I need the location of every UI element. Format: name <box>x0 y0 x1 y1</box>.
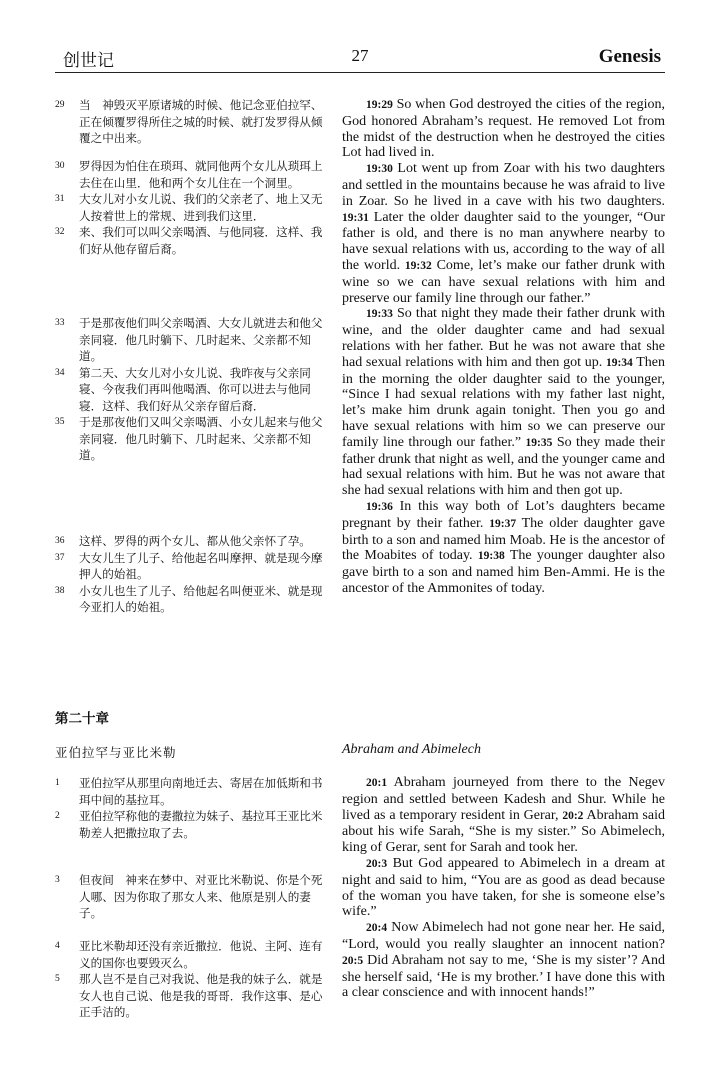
verse-ref: 20:5 <box>342 954 364 967</box>
verse-number: 33 <box>55 318 65 328</box>
header-rule <box>55 72 665 73</box>
en-paragraph <box>342 775 665 856</box>
verse-text: 于是那夜他们又叫父亲喝酒、小女儿起来与他父亲同寝．他几时躺下、几时起来、父亲都不知道。 <box>79 415 323 462</box>
verse-text: 第二天、大女儿对小女儿说、我昨夜与父亲同寝、今夜我们再叫他喝酒、你可以进去与他同寝．这样、我们好从父亲存留后裔． <box>79 365 311 413</box>
verse-ref: 20:2 <box>562 809 584 822</box>
cn-verse <box>55 808 325 841</box>
verse-ref: 20:4 <box>366 922 388 935</box>
cn-block-20-4 <box>55 938 325 1021</box>
cn-verse <box>55 365 325 415</box>
verse-text: Later the older daughter said to the younger, “Our father is old, and there is no man anywhere nearby to have sexual relations with us, according to the way of all the world. <box>342 209 665 273</box>
section-title-en: Abraham and Abimelech <box>342 742 481 757</box>
cn-block-19-30 <box>55 158 325 257</box>
verse-text: Now Abimelech had not gone near her. He said, “Lord, would you really slaughter an innocent nation? <box>342 920 665 952</box>
verse-number: 36 <box>55 536 65 546</box>
verse-text: Lot went up from Zoar with his two daughters and settled in the mountains because he was afraid to live in Zoar. So he lived in a cave with his two daughters. <box>342 161 665 209</box>
verse-number: 4 <box>55 941 60 951</box>
page-number: 27 <box>351 46 369 65</box>
verse-text: 当 神毁灭平原诸城的时候、他记念亚伯拉罕、正在倾覆罗得所住之城的时候、就打发罗得从倾覆之中出来。 <box>79 98 323 145</box>
running-header <box>55 44 665 70</box>
cn-block-20-1 <box>55 775 325 841</box>
cn-verse <box>55 533 325 550</box>
verse-ref: 19:30 <box>366 163 393 176</box>
cn-verse <box>55 191 325 224</box>
verse-text: 罗得因为怕住在琐珥、就同他两个女儿从琐珥上去住在山里．他和两个女儿住在一个洞里。 <box>79 159 323 190</box>
verse-ref: 20:3 <box>366 857 388 870</box>
verse-text: In this way both of Lot’s daughters became pregnant by their father. <box>342 498 665 531</box>
verse-number: 30 <box>55 161 65 171</box>
verse-ref: 19:34 <box>605 356 633 369</box>
verse-text: So they made their father drunk that night as well, and the younger came and had sexual relations with him. But he was not aware that she had sexual relations with him and then got up. <box>342 434 665 499</box>
verse-text: The younger daughter also gave birth to a son and named him Ben-Ammi. He is the ancestor of the Ammonites of today. <box>342 548 665 596</box>
chapter-heading: 第二十章 <box>55 711 109 727</box>
verse-text: But God appeared to Abimelech in a dream at night and said to him, “You are as good as dead because of the woman you have taken, for she is someone else’s wife.” <box>342 855 665 920</box>
cn-verse <box>55 550 325 583</box>
verse-text: 这样、罗得的两个女儿、都从他父亲怀了孕。 <box>79 534 311 548</box>
en-paragraph <box>342 856 665 920</box>
verse-text: So when God destroyed the cities of the region, God honored Abraham’s request. He removed Lot from the midst of the destruction when he destroyed the cities Lot had lived in. <box>342 97 665 161</box>
header-book-title-en: Genesis <box>598 46 661 67</box>
cn-block-19-29 <box>55 97 325 147</box>
verse-text: 大女儿生了儿子、给他起名叫摩押、就是现今摩押人的始祖。 <box>79 550 323 581</box>
en-block-19-29 <box>342 97 665 597</box>
cn-verse <box>55 971 325 1021</box>
verse-text: So that night they made their father drunk with wine, and the older daughter came and had sexual relations with her father. But he was not aware that she had sexual relations with him and then got up. <box>342 306 665 370</box>
verse-number: 32 <box>55 227 65 237</box>
verse-ref: 19:29 <box>366 99 393 111</box>
verse-number: 5 <box>55 974 60 984</box>
verse-number: 35 <box>55 417 65 427</box>
cn-block-20-3 <box>55 872 325 922</box>
verse-text: 于是那夜他们叫父亲喝酒、大女儿就进去和他父亲同寝．他几时躺下、几时起来、父亲都不知道。 <box>79 316 323 363</box>
verse-text: 来、我们可以叫父亲喝酒、与他同寝．这样、我们好从他存留后裔。 <box>79 225 323 256</box>
verse-ref: 19:38 <box>477 550 505 563</box>
cn-verse <box>55 414 325 464</box>
en-paragraph <box>342 499 665 597</box>
verse-ref: 19:36 <box>366 500 393 513</box>
header-book-title-cn: 创世记 <box>63 51 114 71</box>
verse-text: 亚伯拉罕从那里向南地迁去、寄居在加低斯和书珥中间的基拉耳。 <box>79 776 323 807</box>
verse-number: 38 <box>55 585 65 596</box>
cn-block-19-36 <box>55 533 325 616</box>
verse-text: 大女儿对小女儿说、我们的父亲老了、地上又无人按着世上的常规、进到我们这里． <box>79 192 323 223</box>
en-paragraph <box>342 306 665 499</box>
verse-text: The older daughter gave birth to a son and named him Moab. He is the ancestor of the Moabites of today. <box>342 515 665 564</box>
en-paragraph <box>342 920 665 1001</box>
verse-ref: 19:31 <box>342 211 369 224</box>
verse-text: Abraham journeyed from there to the Negev region and settled between Kadesh and Shur. While he lived as a temporary resident in Gerar, <box>342 775 665 823</box>
verse-number: 29 <box>55 100 65 110</box>
verse-ref: 19:35 <box>525 436 553 449</box>
verse-number: 37 <box>55 552 65 563</box>
en-paragraph <box>342 97 665 161</box>
cn-verse <box>55 938 325 971</box>
cn-verse <box>55 224 325 257</box>
verse-text: Abraham said about his wife Sarah, “She is my sister.” So Abimelech, king of Gerar, sent for Sarah and took her. <box>342 807 665 856</box>
cn-verse <box>55 872 325 922</box>
en-paragraph <box>342 161 665 306</box>
verse-text: 亚伯拉罕称他的妻撒拉为妹子、基拉耳王亚比米勒差人把撒拉取了去。 <box>79 809 323 840</box>
verse-ref: 19:33 <box>366 308 393 321</box>
verse-text: 那人岂不是自己对我说、他是我的妹子么．就是女人也自己说、他是我的哥哥．我作这事、是心正手洁的。 <box>79 972 323 1019</box>
verse-text: 但夜间 神来在梦中、对亚比米勒说、你是个死人哪、因为你取了那女人来、他原是别人的妻子。 <box>79 873 323 920</box>
verse-ref: 20:1 <box>366 777 388 789</box>
en-block-20 <box>342 775 665 1001</box>
verse-number: 1 <box>55 778 60 788</box>
verse-text: Then in the morning the older daughter said to the younger, “Since I had sexual relations with my father last night, let’s make him drunk again tonight. Then you go and have sexual relations with him so we can preserve our family line through our father.” <box>342 354 666 450</box>
cn-block-19-33 <box>55 315 325 464</box>
section-title-cn: 亚伯拉罕与亚比米勒 <box>55 745 177 760</box>
cn-verse <box>55 315 325 365</box>
cn-verse <box>55 583 325 616</box>
cn-verse <box>55 775 325 808</box>
verse-number: 34 <box>55 367 65 378</box>
verse-text: 小女儿也生了儿子、给他起名叫便亚米、就是现今亚扪人的始祖。 <box>79 583 323 614</box>
verse-text: Come, let’s make our father drunk with wine so we can have sexual relations with him and preserve our family line through our father.” <box>342 257 665 306</box>
cn-verse <box>55 97 325 147</box>
verse-number: 31 <box>55 194 65 204</box>
verse-number: 3 <box>55 875 60 885</box>
verse-number: 2 <box>55 811 60 821</box>
verse-text: Did Abraham not say to me, ‘She is my sister’? And she herself said, ‘He is my brother.’ I have done this with a clear conscience and with innocent hands!” <box>342 952 665 1001</box>
verse-ref: 19:37 <box>489 517 517 530</box>
verse-text: 亚比米勒却还没有亲近撒拉．他说、主阿、连有义的国你也要毁灭么。 <box>79 939 323 970</box>
cn-verse <box>55 158 325 191</box>
verse-ref: 19:32 <box>404 259 432 272</box>
